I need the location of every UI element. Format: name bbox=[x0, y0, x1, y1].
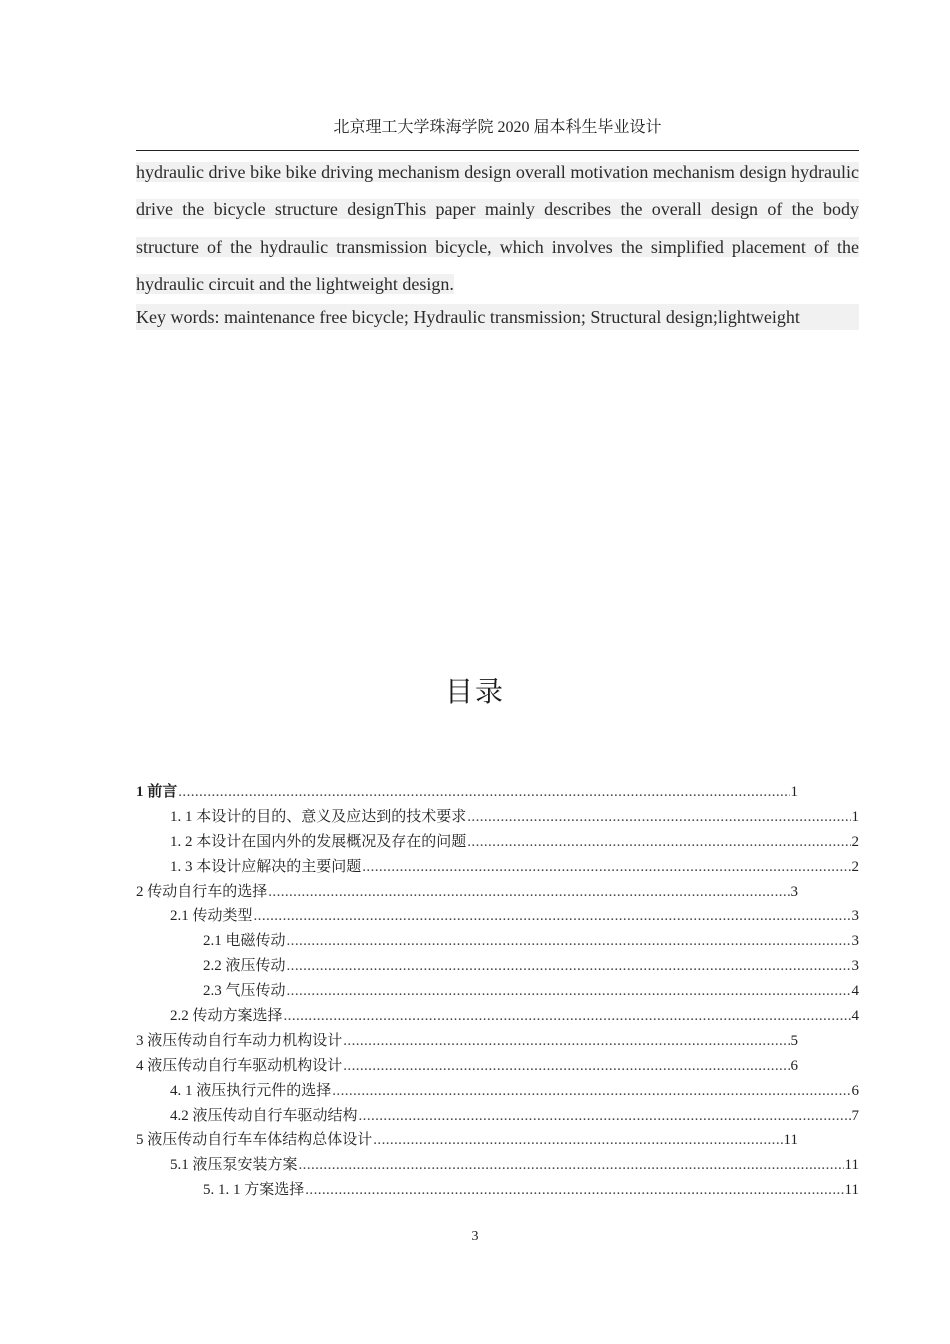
toc-leader-dots bbox=[287, 979, 851, 1004]
toc-entry-page: 11 bbox=[844, 1157, 859, 1174]
toc-leader-dots bbox=[343, 1054, 789, 1079]
toc-leader-dots bbox=[359, 1104, 851, 1129]
keywords-line: Key words: maintenance free bicycle; Hydraulic transmission; Structural design;lightweight bbox=[136, 304, 859, 330]
toc-entry-page: 4 bbox=[851, 983, 859, 1000]
toc-entry-chapter-2[interactable] bbox=[136, 880, 859, 905]
toc-entry-page: 3 bbox=[790, 883, 798, 900]
toc-entry-label: 4. 1 液压执行元件的选择 bbox=[170, 1082, 332, 1099]
toc-entry-label: 5 液压传动自行车车体结构总体设计 bbox=[136, 1132, 373, 1149]
toc-entry-page: 3 bbox=[851, 958, 859, 975]
toc-entry-5-1-1[interactable] bbox=[136, 1178, 859, 1203]
toc-leader-dots bbox=[254, 904, 851, 929]
page-header: 北京理工大学珠海学院 2020 届本科生毕业设计 bbox=[333, 119, 662, 136]
toc-entry-label: 2.3 气压传动 bbox=[203, 983, 286, 1000]
toc-entry-label: 2.2 液压传动 bbox=[203, 958, 286, 975]
toc-entry-label: 3 液压传动自行车动力机构设计 bbox=[136, 1032, 343, 1049]
toc-leader-dots bbox=[268, 880, 789, 905]
toc-leader-dots bbox=[287, 929, 851, 954]
toc-leader-dots bbox=[178, 780, 789, 805]
toc-entry-page: 11 bbox=[844, 1182, 859, 1199]
toc-entry-2-3-pneumatic[interactable] bbox=[136, 979, 859, 1004]
toc-title: 目录 bbox=[444, 675, 505, 708]
toc-entry-label: 4 液压传动自行车驱动机构设计 bbox=[136, 1057, 343, 1074]
toc-leader-dots bbox=[373, 1128, 782, 1153]
toc-entry-2-1[interactable] bbox=[136, 904, 859, 929]
toc-entry-page: 7 bbox=[851, 1107, 859, 1124]
toc-entry-label: 2.1 电磁传动 bbox=[203, 933, 286, 950]
toc-entry-2-2[interactable] bbox=[136, 1004, 859, 1029]
toc-entry-page: 2 bbox=[851, 833, 859, 850]
toc-leader-dots bbox=[287, 954, 851, 979]
toc-entry-page: 3 bbox=[851, 908, 859, 925]
toc-entry-label: 2 传动自行车的选择 bbox=[136, 883, 268, 900]
toc-entry-page: 2 bbox=[851, 858, 859, 875]
toc-leader-dots bbox=[332, 1079, 850, 1104]
toc-entry-page: 11 bbox=[783, 1132, 798, 1149]
toc-entry-label: 2.2 传动方案选择 bbox=[170, 1008, 283, 1025]
toc-entry-chapter-5[interactable] bbox=[136, 1128, 859, 1153]
toc-entry-5-1[interactable] bbox=[136, 1153, 859, 1178]
abstract-paragraph: hydraulic drive bike bike driving mechanism design overall motivation mechanism design hydraulic drive the bicycle structure designThis paper mainly describes the overall design of the body structure of the hydraulic transmission bicycle, which involves the simplified placement of the hydraulic circuit and the lightweight design. bbox=[136, 162, 859, 294]
toc-entry-page: 1 bbox=[851, 808, 859, 825]
toc-entry-1-3[interactable] bbox=[136, 855, 859, 880]
table-of-contents bbox=[136, 780, 859, 1203]
toc-entry-page: 4 bbox=[851, 1008, 859, 1025]
toc-entry-page: 3 bbox=[851, 933, 859, 950]
toc-leader-dots bbox=[299, 1153, 844, 1178]
toc-entry-chapter-3[interactable] bbox=[136, 1029, 859, 1054]
page-number: 3 bbox=[471, 1229, 479, 1244]
toc-entry-page: 1 bbox=[790, 784, 798, 800]
toc-entry-label: 5.1 液压泵安装方案 bbox=[170, 1157, 298, 1174]
toc-entry-label: 1. 3 本设计应解决的主要问题 bbox=[170, 858, 362, 875]
toc-entry-2-2-hydraulic[interactable] bbox=[136, 954, 859, 979]
toc-leader-dots bbox=[362, 855, 850, 880]
toc-entry-label: 1 前言 bbox=[136, 784, 178, 800]
toc-entry-page: 6 bbox=[790, 1057, 798, 1074]
abstract-body bbox=[136, 154, 859, 303]
toc-entry-4-2[interactable] bbox=[136, 1104, 859, 1129]
toc-entry-1-1[interactable] bbox=[136, 805, 859, 830]
toc-leader-dots bbox=[305, 1178, 843, 1203]
toc-leader-dots bbox=[467, 830, 850, 855]
header-rule bbox=[136, 150, 859, 151]
toc-entry-page: 5 bbox=[790, 1032, 798, 1049]
toc-leader-dots bbox=[343, 1029, 789, 1054]
toc-entry-preface[interactable] bbox=[136, 780, 859, 805]
toc-entry-label: 5. 1. 1 方案选择 bbox=[203, 1182, 305, 1199]
toc-entry-4-1[interactable] bbox=[136, 1079, 859, 1104]
toc-entry-1-2[interactable] bbox=[136, 830, 859, 855]
toc-entry-label: 1. 2 本设计在国内外的发展概况及存在的问题 bbox=[170, 833, 467, 850]
toc-entry-2-1-electromagnetic[interactable] bbox=[136, 929, 859, 954]
toc-entry-chapter-4[interactable] bbox=[136, 1054, 859, 1079]
toc-leader-dots bbox=[284, 1004, 851, 1029]
toc-leader-dots bbox=[467, 805, 850, 830]
toc-entry-label: 2.1 传动类型 bbox=[170, 908, 253, 925]
toc-entry-label: 4.2 液压传动自行车驱动结构 bbox=[170, 1107, 358, 1124]
toc-entry-label: 1. 1 本设计的目的、意义及应达到的技术要求 bbox=[170, 808, 467, 825]
toc-entry-page: 6 bbox=[851, 1082, 859, 1099]
